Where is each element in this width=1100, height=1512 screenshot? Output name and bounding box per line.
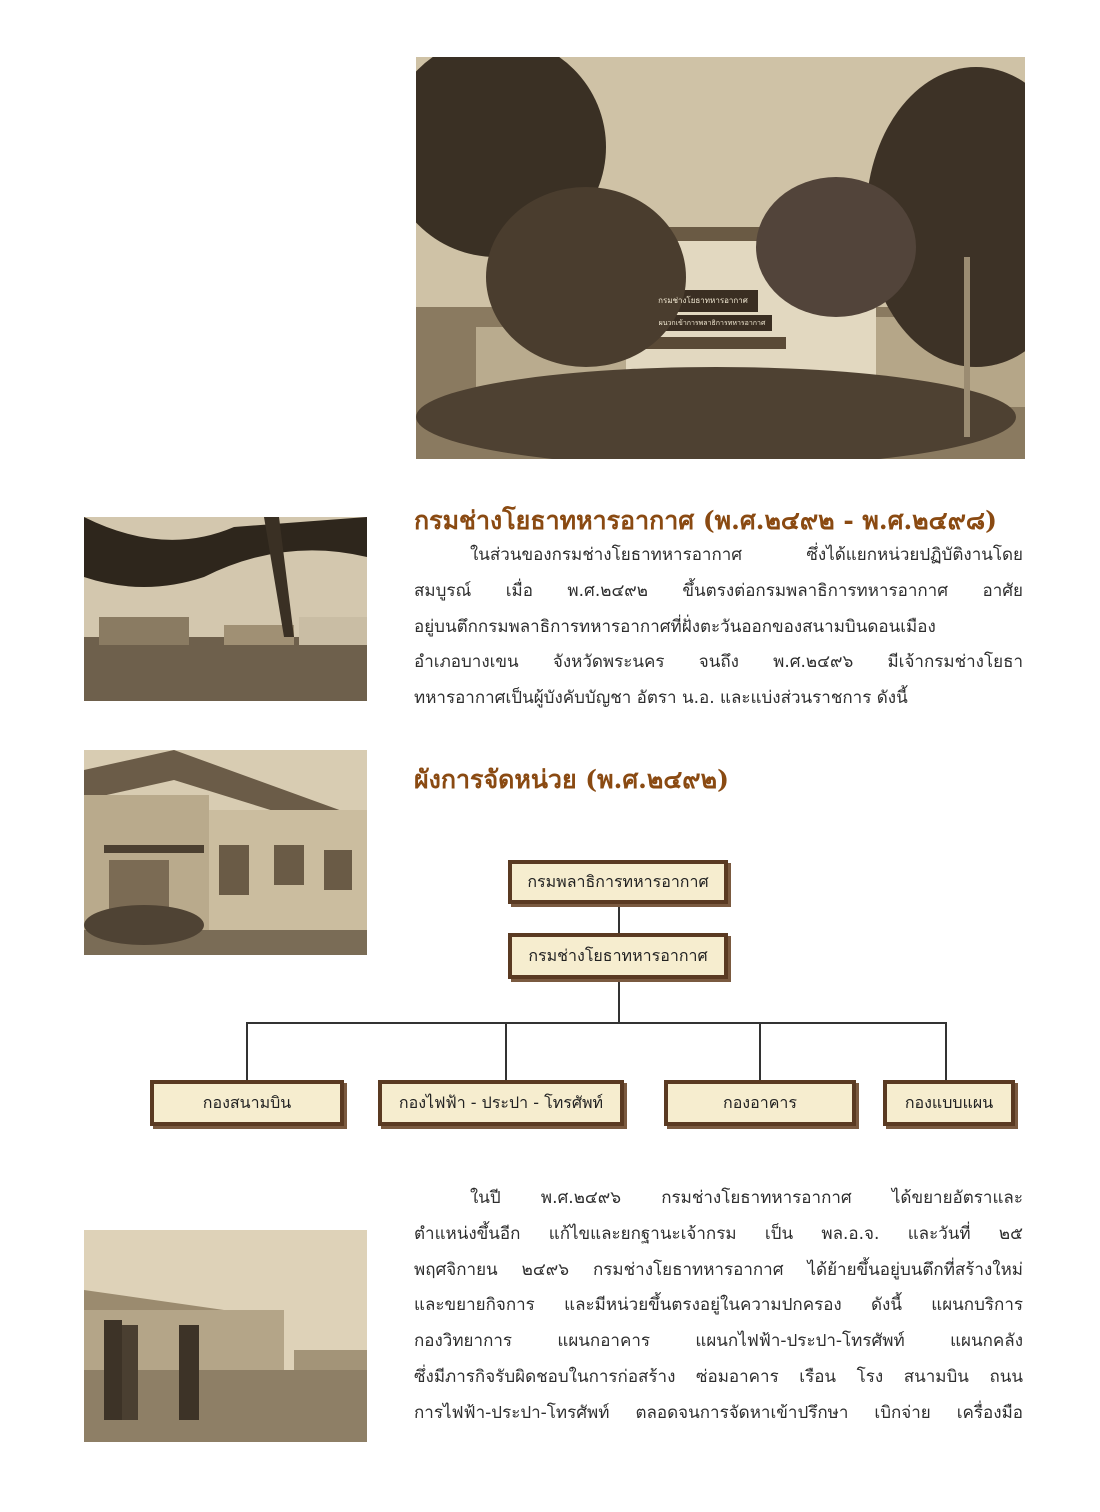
section1-paragraph	[414, 538, 1023, 717]
section2-line: ตำแหน่งขึ้นอีก แก้ไขและยกฐานะเจ้ากรม เป็น พล.อ.จ. และวันที่ ๒๕	[414, 1223, 1023, 1244]
main-building-photo	[416, 57, 1025, 459]
section1-line: ทหารอากาศเป็นผู้บังคับบัญชา อัตรา น.อ. และแบ่งส่วนราชการ ดังนี้	[414, 688, 908, 709]
section1-line: อำเภอบางเขน จังหวัดพระนคร จนถึง พ.ศ.๒๔๙๖ มีเจ้ากรมช่างโยธา	[414, 652, 1023, 673]
section2-paragraph	[414, 1181, 1023, 1432]
soldiers-illustration	[84, 1230, 367, 1442]
org-box-top: กรมพลาธิการทหารอากาศ	[508, 860, 728, 904]
section2-line: พฤศจิกายน ๒๔๙๖ กรมช่างโยธาทหารอากาศ ได้ย้ายขึ้นอยู่บนตึกที่สร้างใหม่	[414, 1259, 1023, 1280]
section2-line: ในปี พ.ศ.๒๔๙๖ กรมช่างโยธาทหารอากาศ ได้ขยายอัตราและ	[470, 1188, 1023, 1208]
org-box-child-2: กองไฟฟ้า - ประปา - โทรศัพท์	[378, 1080, 624, 1126]
connector-child-3	[759, 1022, 761, 1080]
section2-line: การไฟฟ้า-ประปา-โทรศัพท์ ตลอดจนการจัดหาเข้าปรึกษา เบิกจ่าย เครื่องมือ	[414, 1402, 1023, 1423]
connector-bus	[246, 1022, 947, 1024]
warehouse-photo	[84, 750, 367, 955]
connector-child-1	[246, 1022, 248, 1080]
org-box-middle: กรมช่างโยธาทหารอากาศ	[508, 933, 728, 979]
section1-line: อยู่บนตึกกรมพลาธิการทหารอากาศที่ฝั่งตะวันออกของสนามบินดอนเมือง	[414, 616, 936, 637]
connector-child-4	[945, 1022, 947, 1080]
building-sign-line1: กรมช่างโยธาทหารอากาศ	[658, 296, 748, 305]
connector-top-mid	[618, 902, 620, 934]
soldiers-photo	[84, 1230, 367, 1442]
section1-line: สมบูรณ์ เมื่อ พ.ศ.๒๔๙๒ ขึ้นตรงต่อกรมพลาธิการทหารอากาศ อาศัย	[414, 580, 1023, 601]
building-sign-line2: ผนวกเข้าการพลาธิการทหารอากาศ	[658, 319, 766, 327]
connector-child-2	[505, 1022, 507, 1080]
section2-line: กองวิทยาการ แผนกอาคาร แผนกไฟฟ้า-ประปา-โทรศัพท์ แผนกคลัง	[414, 1331, 1023, 1352]
airfield-buildings-photo	[84, 517, 367, 701]
main-building-illustration	[416, 57, 1025, 459]
connector-mid-bus	[618, 978, 620, 1022]
airfield-illustration	[84, 517, 367, 701]
warehouse-illustration	[84, 750, 367, 955]
org-box-child-1: กองสนามบิน	[150, 1080, 344, 1126]
org-box-child-4: กองแบบแผน	[883, 1080, 1015, 1126]
section2-line: และขยายกิจการ และมีหน่วยขึ้นตรงอยู่ในความปกครอง ดังนี้ แผนกบริการ	[414, 1295, 1023, 1316]
org-box-child-3: กองอาคาร	[664, 1080, 856, 1126]
section2-line: ซึ่งมีภารกิจรับผิดชอบในการก่อสร้าง ซ่อมอาคาร เรือน โรง สนามบิน ถนน	[414, 1366, 1023, 1387]
org-chart-heading: ผังการจัดหน่วย (พ.ศ.๒๔๙๒)	[414, 765, 729, 794]
section1-line: ในส่วนของกรมช่างโยธาทหารอากาศ ซึ่งได้แยกหน่วยปฏิบัติงานโดย	[470, 545, 1023, 565]
section-heading: กรมช่างโยธาทหารอากาศ (พ.ศ.๒๔๙๒ - พ.ศ.๒๔๙๘)	[414, 506, 997, 535]
